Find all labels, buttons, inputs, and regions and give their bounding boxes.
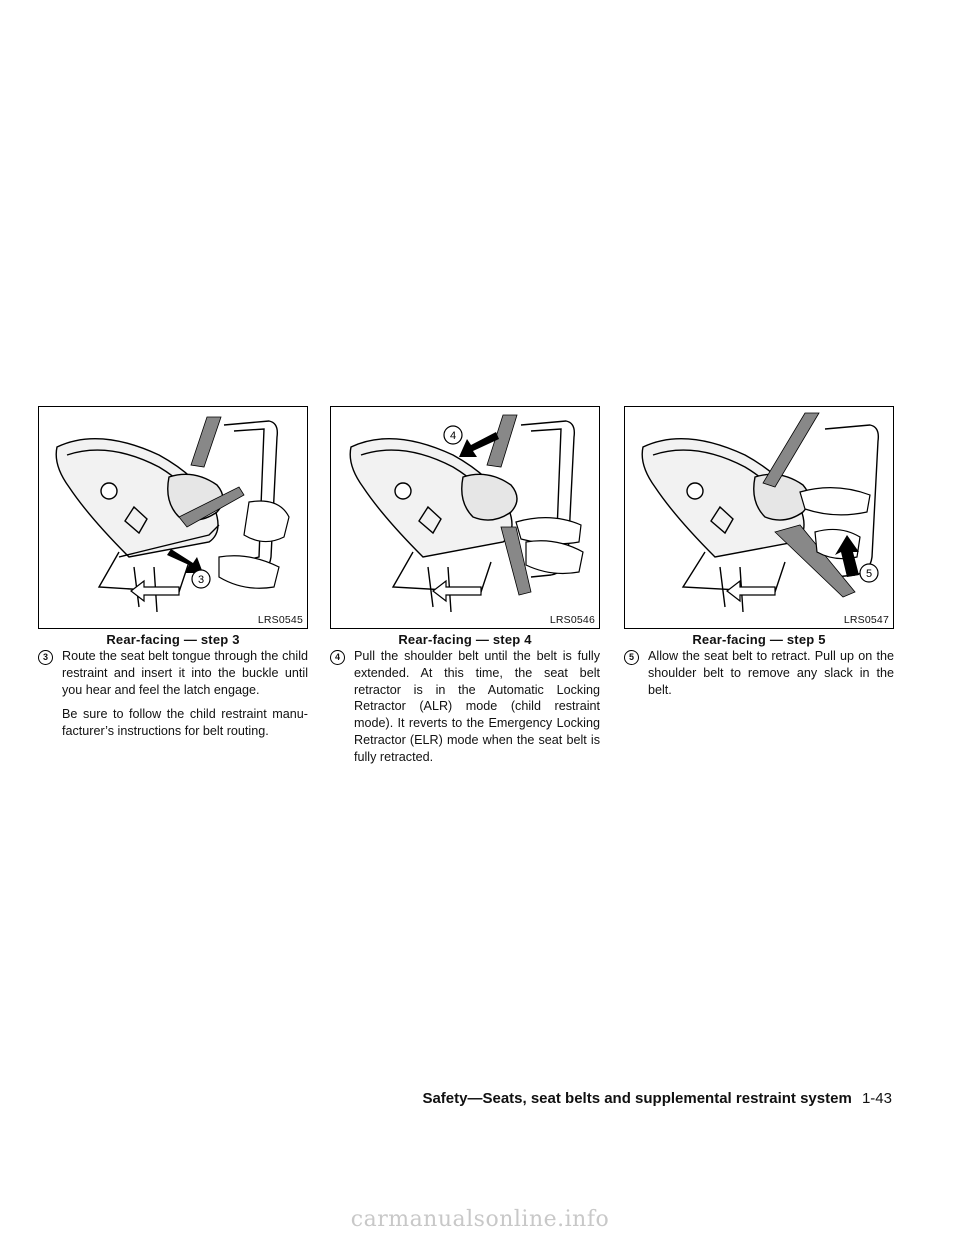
step-text: Allow the seat belt to retract. Pull up on the shoulder belt to remove any slack in the belt. [648, 649, 894, 697]
page-footer [400, 1090, 892, 1107]
figure-rear-facing-step-4 [330, 406, 600, 629]
step-number-badge: 3 [38, 650, 53, 665]
step-3-instruction [38, 648, 308, 698]
figure-rear-facing-step-3 [38, 406, 308, 629]
section-title: Safety—Seats, seat belts and supplemental restraint system [422, 1090, 852, 1107]
figure-caption: Rear-facing — step 5 [692, 632, 826, 647]
callout-3-label: 3 [197, 574, 205, 586]
figure-code: LRS0545 [257, 614, 303, 626]
watermark-link[interactable]: carmanualsonline.info [350, 1207, 610, 1232]
figure-rear-facing-step-5 [624, 406, 894, 629]
step-text: Route the seat belt tongue through the child restraint and insert it into the buckle until you hear and feel the latch engage. [62, 649, 308, 697]
page-number: 1-43 [861, 1090, 892, 1107]
step-5-instruction [624, 648, 894, 698]
figure-code: LRS0547 [843, 614, 889, 626]
figure-caption: Rear-facing — step 3 [106, 632, 240, 647]
child-seat-illustration-step-5 [625, 407, 893, 628]
step-number-badge: 4 [330, 650, 345, 665]
step-3-column [38, 406, 308, 740]
step-text: Pull the shoulder belt until the belt is fully extended. At this time, the seat belt retractor is in the Automatic Locking Retractor (ALR) mode (child restraint mode). It reverts to the Emergency Locking Retractor (ELR) mode when the seat belt is fully retracted. [354, 649, 600, 764]
step-4-instruction [330, 648, 600, 766]
figure-code: LRS0546 [549, 614, 595, 626]
callout-5-label: 5 [865, 568, 873, 580]
child-seat-illustration-step-4 [331, 407, 599, 628]
child-seat-illustration-step-3 [39, 407, 307, 628]
figure-caption: Rear-facing — step 4 [398, 632, 532, 647]
step-number-badge: 5 [624, 650, 639, 665]
callout-4-label: 4 [449, 430, 457, 442]
step-3-note: Be sure to follow the child restraint manu-facturer’s instructions for belt routing. [62, 707, 308, 739]
step-4-column [330, 406, 600, 766]
step-5-column [624, 406, 894, 698]
